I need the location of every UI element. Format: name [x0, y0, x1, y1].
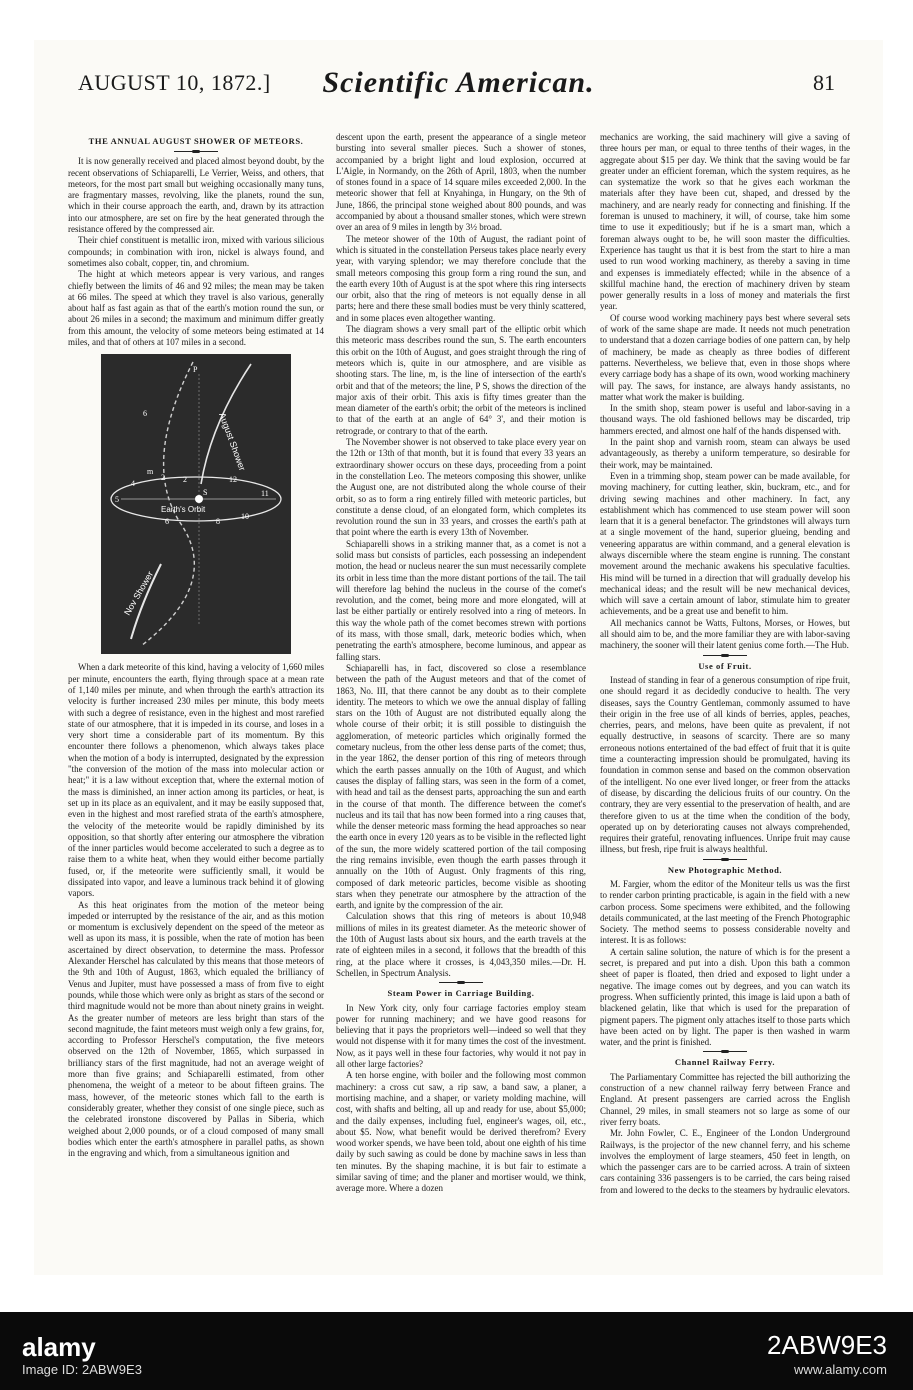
article-heading-steam-power: Steam Power in Carriage Building. [387, 988, 535, 999]
orbit-number: 6 [143, 409, 147, 419]
stock-watermark-bar [0, 1312, 913, 1390]
paragraph: Even in a trimming shop, steam power can be made available, for moving machinery, for cutting leather, skin, buckram, etc., and for driving sewing machines and other machinery. In fact, any establishment which has commenced to use steam power will soon learn that it is a general benefactor. The grindstones will always turn at a single movement of the hand, superior glueing, bending and veneering apparatus are within command, and a general elevation is always discernible where the steam engine is running. The constant movement around the mechanic awakens his speculative faculties. His mind will be turned in a direction that will gradually develop his mechanical ideas; and the result will be new mechanical devices, which will save a certain amount of labor, stimulate him to greater achievements, and be a great use and benefit to him. [600, 470, 850, 617]
paragraph: The Parliamentary Committee has rejected the bill authorizing the construction of a new channel railway ferry between France and England. At present passengers are carried across the English Channel, 29 miles, in small steamers not so large as some of our river ferry boats. [600, 1071, 850, 1127]
paragraph: descent upon the earth, present the appearance of a single meteor bursting into several smaller pieces. Such a shower of stones, accompanied by a bright light and loud explosion, occurred at L'Aigle, in Normandy, on the 26th of April, 1803, when the number of stones found in a space of 14 square miles exceeded 2,000. In the meteoric shower that fell at Knyahinga, in Hungary, on the 9th of June, 1866, the principal stone weighed about 800 pounds, and was accompanied by about a thousand smaller stones, which were strewn over an area of 9 miles in length by 3½ broad. [336, 132, 586, 233]
label-m: m [147, 467, 154, 477]
paragraph: The November shower is not observed to take place every year on the 12th or 13th of that month, but it is found that every 33 years an extraordinary shower occurs on these days, proceeding from a point in the constellation Leo. The meteors composing this shower, unlike the August one, are not distributed along the whole course of their orbit, so as to form a ring entirely filled with meteoric particles, but constitute a dense cloud, of an elongated form, which completes its revolution round the sun in 33 years, and crosses the earth's path at that point where the earth is every 13th of November. [336, 437, 586, 538]
paragraph: When a dark meteorite of this kind, having a velocity of 1,660 miles per minute, encounters the earth, flying through space at a mean rate of 1,140 miles per minute, and when through the earth's attraction its velocity is further increased 230 miles per minute, this body meets with such a degree of resistance, even in the highest and most rarefied state of our atmosphere, that it is impeded in its course, and loses in a very short time a considerable part of its momentum. By this encounter there follows a phenomenon, which always takes place when the motion of a body is interrupted, designated by the expression "the conversion of the motion of the mass into molecular action or heat;" it is a law without exception that, where the external motion of the mass is diminished, an inner action among its particles, or heat, is set up in its place as an equivalent, and it may be easily supposed that, even in the highest and most rarefied strata of the earth's atmosphere, the velocity of the meteorite would be rapidly diminished by its opposition, so that shortly after entering our atmosphere the vibration of the inner particles would become accelerated to such a degree as to raise them to a white heat, when they would either become partially fused, or, if the meteorite were sufficiently small, it would be dissipated into vapor, and leave a luminous track behind it of glowing vapors. [68, 662, 324, 899]
page-header [34, 66, 883, 100]
orbit-number: 11 [261, 489, 269, 499]
paragraph: M. Fargier, whom the editor of the Moniteur tells us was the first to render carbon printing practicable, is again in the field with a new carbon process. Some specimens were exhibited, and the following details communicated, at the last meeting of the French Photographic Society. The method seems to possess considerable novelty and interest. It is as follows: [600, 879, 850, 946]
orbit-number: 2 [183, 475, 187, 485]
orbit-number: 6 [165, 517, 169, 527]
label-november-shower: Nov Shower [122, 569, 156, 618]
newspaper-page [34, 40, 883, 1275]
paragraph: Instead of standing in fear of a generous consumption of ripe fruit, one should regard it as decidedly conducive to health. The very diseases, says the Country Gentleman, commonly assumed to have their origin in the free use of all kinds of berries, apples, peaches, cherries, pears, and melons, have been quite as prevalent, if not equally destructive, in seasons of scarcity. There are so many erroneous notions entertained of the bad effect of fruit that it is quite time a counteracting impression should be promulgated, having its foundation in common sense and based on the common observation of the intelligent. No one ever lived longer, or freer from the attacks of disease, by discarding the delicious fruits of our country. On the contrary, they are very essential to the preservation of health, and are therefore given to us at the time when the condition of the body, operated up on by deteriorating causes not always comprehended, requires their grateful, renovating influences. Unripe fruit may cause illness, but fresh, ripe fruit is always healthful. [600, 674, 850, 855]
image-code: 2ABW9E3 [767, 1330, 887, 1360]
column-3 [600, 132, 850, 1196]
orbit-number: 8 [216, 517, 220, 527]
paragraph: A certain saline solution, the nature of which is for the present a secret, is prepared and put into a dish. Upon this bath a common sheet of paper is floated, then dried and exposed to light under a negative. The image comes out by degrees, and you can watch its progress. When sufficiently printed, this image is laid upon a bath of blackened gelatin, like that which is used for the preparation of pigment papers. The pigment only attaches itself to those parts which have been acted on by light. The paper is then washed in warm water, and the print is finished. [600, 946, 850, 1048]
alamy-logo: alamy [22, 1332, 96, 1362]
orbit-number: 10 [241, 512, 249, 522]
section-rule [703, 654, 747, 657]
paragraph: As this heat originates from the motion of the meteor being impeded or interrupted by the resistance of the air, and as this motion or momentum is exclusively dependent on the speed of the meteor as well as upon its mass, it is possible, when the rate of motion has been ascertained by direct observation, to determine the mass. Professor Alexander Herschel has calculated by this means that those meteors of the 9th and 10th of August, 1863, which equaled the brilliancy of Venus and Jupiter, must have possessed a mass of from five to eight pounds, while those which were only as bright as stars of the second or third magnitude would not be more than about ninety grains in weight. As the greater number of meteors are less bright than stars of the second magnitude, the faint meteors must weigh only a few grains, for, according to Professor Herschel's computation, the five meteors observed on the 12th of November, 1865, which surpassed in brilliancy stars of the first magnitude, had not an average weight of more than five grains; and Schiaparelli estimated, from other phenomena, the weight of a meteor to be about fifteen grains. The mass, however, of the meteoric stones which fall to the earth is considerably greater, whether they consist of one single piece, such as the celebrated ironstone discovered by Pallas in Siberia, which weighed about 2,000 pounds, or of a cloud composed of many small bodies which enter the earth's atmosphere in parallel paths, as shown in the engraving and which, from a simultaneous ignition and [68, 899, 324, 1159]
label-earths-orbit: Earth's Orbit [161, 505, 206, 515]
column-1 [68, 132, 324, 1159]
paragraph: In the paint shop and varnish room, steam can always be used advantageously, as thereby a uniform temperature, so desirable for their work, may be maintained. [600, 437, 850, 470]
orbit-number: 12 [229, 475, 237, 485]
section-rule [439, 981, 483, 984]
section-rule [174, 150, 218, 153]
paragraph: All mechanics cannot be Watts, Fultons, Morses, or Howes, but all should aim to be, and the more familiar they are with labor-saving machinery, the sooner will their latent genius come forth.—The Hub. [600, 617, 850, 651]
masthead-title: Scientific American. [322, 66, 595, 99]
sun-marker [195, 495, 203, 503]
orbit-number: 5 [115, 495, 119, 505]
paragraph: Schiaparelli has, in fact, discovered so close a resemblance between the path of the August meteors and that of the comet of 1863, No. III, that there cannot be any doubt as to their complete identity. The meteors to which we owe the annual display of falling stars on the 10th of August are not distributed equally along the whole course of their orbit; it is still possible to distinguish the agglomeration, of meteoric particles which originally formed the cometary nucleus, from the other less dense parts of the comet; thus, in the year 1862, the denser portion of this ring of meteors through which the earth passes annually on the 10th of August, and which causes the display of falling stars, was seen in the form of a comet, with head and tail as the densest parts, approaching the sun and earth in the course of that month. The difference between the comet's nucleus and its tail that has now been formed into a ring causes that, while the denser meteoric mass forming the head approaches so near the earth once in every 120 years as to be visible in the reflected light of the sun, the more widely scattered portion of the tail composing the ring remains invisible, even though the earth passes through it annually on the 10th of August. Only fragments of this ring, composed of dark meteoric particles, become visible as shooting stars when they penetrate our atmosphere by the attraction of the earth, and ignite by the compression of the air. [336, 662, 586, 911]
paragraph: The diagram shows a very small part of the elliptic orbit which this meteoric mass describes round the sun, S. The earth encounters this orbit on the 10th of August, and goes straight through the ring of meteors which is, quite in our atmosphere, and are visible as shooting stars. The line, m, is the line of intersection of the earth's orbit and that of the meteors; the line, P S, shows the direction of the major axis of their orbit. This axis is fifty times greater than the mean diameter of the earth's orbit; the orbit of the meteors is inclined to that of the earth at an angle of 64° 3', and their motion is retrograde, or contrary to that of the earth. [336, 324, 586, 436]
paragraph: Schiaparelli shows in a striking manner that, as a comet is not a solid mass but consists of particles, each possessing an independent motion, the head or nucleus nearer the sun must necessarily complete its orbit in less time than the more distant portions of the tail. The tail will therefore lag behind the nucleus in the course of the comet's revolution, and the comet, being more and more elongated, will at last be either partially or entirely resolved into a ring of meteors. In this way the whole path of the comet becomes strewn with portions of its mass, with those small, dark, meteoric bodies which, when penetrating the earth's atmosphere, become luminous, and appear as falling stars. [336, 538, 586, 662]
page-number: 81 [813, 70, 835, 95]
label-p: P [193, 365, 198, 375]
column-2 [336, 132, 586, 1195]
label-s: S [203, 488, 208, 498]
section-rule [703, 858, 747, 861]
paragraph: mechanics are working, the said machinery will give a saving of three hours per man, or equal to three tenths of their wages, in the aggregate about $15 per day. We think that the saving would be far greater under an efficient foreman, which the system requires, as he can systematize the work so that he gives each workman the materials after they have been cut, shaped, and dressed by the machinery, and are nearly ready for connecting and finishing. If the foreman is unused to machinery, it will, of course, take him some time to use it expeditiously; but if he is a smart man, which a foreman always ought to be, he will soon master the difficulties. Experience has taught us that it is best from the start to hire a man used to run wood working machinery, as thereby a saving in time and expenses is immediately effected; while in the absence of a skillful machine hand, the erection of machinery driven by steam power generally results in a loss of money and materials the first year. [600, 132, 850, 312]
issue-date: AUGUST 10, 1872.] [78, 70, 271, 95]
paragraph: Calculation shows that this ring of meteors is about 10,948 millions of miles in its greatest diameter. As the meteoric shower of the 10th of August lasts about six hours, and the earth travels at the rate of eighteen miles in a second, it follows that the breadth of this ring, at the place where it crosses, is 4,043,350 miles.—Dr. H. Schellen, in Spectrum Analysis. [336, 911, 586, 978]
paragraph: Mr. John Fowler, C. E., Engineer of the London Underground Railways, is the projector of the new channel ferry, and his scheme involves the employment of large steamers, 450 feet in length, on which the passenger cars are to be carried across. A train of sixteen cars containing 336 passengers is to be carried, the cars being raised from and lowered to the decks to the steamers by hydraulic elevators. [600, 1128, 850, 1195]
paragraph: It is now generally received and placed almost beyond doubt, by the recent observations of Schiaparelli, Le Verrier, Weiss, and others, that meteors, for the most part small but weighing occasionally many tuns, are fragmentary masses, revolving, like the planets, round the sun, which in their course approach the earth, and, drawn by its attraction into our atmosphere, are set on fire by the heat generated through the resistance offered by the compressed air. [68, 156, 324, 235]
paragraph: A ten horse engine, with boiler and the following most common machinery: a cross cut saw, a rip saw, a band saw, a planer, a mortising machine, and a shaper, or variety molding machine, will cost, with shafts and belting, all up and ready for use, about $5,000; and the daily expenses, including fuel, engineer's wages, oil, etc., about $5. Now, what benefit would be derived therefrom? Every wood worker spends, we have been told, about one eighth of his time daily by such sawing as could be done by machine saws in less than ten minutes. By the shaping machine, it is but fair to estimate a similar saving of time; and the planer and mortiser would, we think, average more. Where a dozen [336, 1070, 586, 1194]
article-heading-photographic: New Photographic Method. [667, 864, 783, 875]
label-august-shower: August Shower [217, 411, 248, 473]
section-rule [703, 1050, 747, 1053]
article-heading-fruit: Use of Fruit. [698, 660, 752, 671]
image-id-label: Image ID: 2ABW9E3 [22, 1362, 142, 1377]
orbit-number: 4 [131, 479, 135, 489]
paragraph: The meteor shower of the 10th of August, the radiant point of which is situated in the constellation Perseus takes place nearly every year, with varying splendor; we may therefore conclude that the small meteors composing this group form a ring round the sun, and the earth every 10th of August is at the spot where this ring intersects our orbit, also that the ring of meteors is not equally dense in all parts; here and there these small bodies must be very thinly scattered, and in some places even altogether wanting. [336, 233, 586, 323]
paragraph: Of course wood working machinery pays best where several sets of work of the same shape are made. It needs not much penetration to understand that a dozen carriage bodies of one pattern can, by help of machinery, be made as cheaply as three bodies of different patterns. Nevertheless, we believe that, even in those shops where every carriage body has a shape of its own, wood working machinery will pay. The saws, for instance, are always handy assistants, no matter what work the maker is building. [600, 312, 850, 402]
paragraph: In the smith shop, steam power is useful and labor-saving in a thousand ways. The old fashioned bellows may be discarded, trip hammers erected, and almost one half of the hands dispensed with. [600, 403, 850, 436]
paragraph: In New York city, only four carriage factories employ steam power for running machinery; and we have good reasons for believing that it pays the proprietors well—indeed so well that they would not dispense with it for many times the cost of the investment. Now, as it pays well in these four factories, why would it not pay in all other large factories? [336, 1002, 586, 1070]
source-url: www.alamy.com [794, 1362, 887, 1377]
paragraph: The hight at which meteors appear is very various, and ranges chiefly between the limits of 46 and 92 miles; the mean may be taken at 66 miles. The speed at which they travel is also various, generally about half as fast again as that of the earth's motion round the sun, or about 26 miles in a second; the maximum and minimum differ greatly from this amount, the velocity of some meteors being estimated at 14 miles, and that of others at 107 miles in a second. [68, 269, 324, 348]
meteor-orbit-diagram [101, 354, 291, 654]
article-heading-ferry: Channel Railway Ferry. [674, 1057, 776, 1068]
paragraph: Their chief constituent is metallic iron, mixed with various silicious compounds; in combination with iron, nickel is always found, and sometimes also cobalt, copper, tin, and chromium. [68, 235, 324, 268]
orbit-diagram-svg [101, 354, 291, 654]
article-heading-meteors: THE ANNUAL AUGUST SHOWER OF METEORS. [88, 136, 304, 146]
orbit-number: 2 [161, 473, 165, 483]
